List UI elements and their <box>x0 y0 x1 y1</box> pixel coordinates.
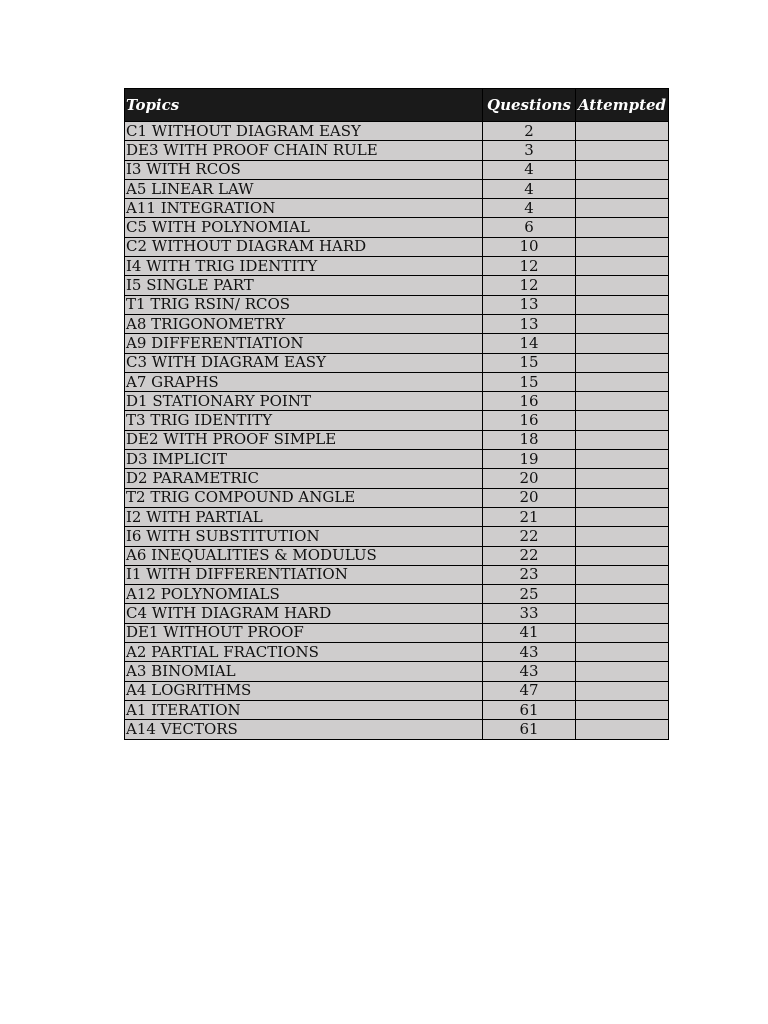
topic-cell: A3 BINOMIAL <box>125 662 483 681</box>
attempted-cell[interactable] <box>576 623 669 642</box>
topic-cell: A4 LOGRITHMS <box>125 681 483 700</box>
topic-cell: A6 INEQUALITIES & MODULUS <box>125 546 483 565</box>
header-questions: Questions <box>483 89 576 122</box>
header-topics: Topics <box>125 89 483 122</box>
questions-cell: 41 <box>483 623 576 642</box>
questions-cell: 23 <box>483 565 576 584</box>
table-row <box>125 179 669 198</box>
table-row <box>125 141 669 160</box>
topic-cell: A9 DIFFERENTIATION <box>125 334 483 353</box>
table-row <box>125 507 669 526</box>
table-row <box>125 314 669 333</box>
table-row <box>125 546 669 565</box>
table-row <box>125 450 669 469</box>
table-row <box>125 623 669 642</box>
table-row <box>125 334 669 353</box>
topic-cell: I6 WITH SUBSTITUTION <box>125 527 483 546</box>
topic-cell: DE3 WITH PROOF CHAIN RULE <box>125 141 483 160</box>
header-row <box>125 89 669 122</box>
questions-cell: 13 <box>483 314 576 333</box>
attempted-cell[interactable] <box>576 276 669 295</box>
topic-cell: C2 WITHOUT DIAGRAM HARD <box>125 237 483 256</box>
questions-cell: 6 <box>483 218 576 237</box>
topic-cell: D1 STATIONARY POINT <box>125 392 483 411</box>
attempted-cell[interactable] <box>576 662 669 681</box>
attempted-cell[interactable] <box>576 720 669 739</box>
table-row <box>125 237 669 256</box>
attempted-cell[interactable] <box>576 527 669 546</box>
table-row <box>125 720 669 739</box>
attempted-cell[interactable] <box>576 334 669 353</box>
questions-cell: 2 <box>483 122 576 141</box>
questions-cell: 4 <box>483 160 576 179</box>
topic-cell: I4 WITH TRIG IDENTITY <box>125 257 483 276</box>
attempted-cell[interactable] <box>576 507 669 526</box>
table-body <box>125 122 669 740</box>
attempted-cell[interactable] <box>576 546 669 565</box>
attempted-cell[interactable] <box>576 372 669 391</box>
table-row <box>125 295 669 314</box>
attempted-cell[interactable] <box>576 237 669 256</box>
table-row <box>125 469 669 488</box>
questions-cell: 20 <box>483 469 576 488</box>
questions-cell: 25 <box>483 585 576 604</box>
table-row <box>125 160 669 179</box>
attempted-cell[interactable] <box>576 353 669 372</box>
questions-cell: 15 <box>483 353 576 372</box>
questions-cell: 4 <box>483 179 576 198</box>
questions-cell: 3 <box>483 141 576 160</box>
topic-cell: T1 TRIG RSIN/ RCOS <box>125 295 483 314</box>
attempted-cell[interactable] <box>576 700 669 719</box>
table-row <box>125 257 669 276</box>
attempted-cell[interactable] <box>576 643 669 662</box>
topic-cell: C5 WITH POLYNOMIAL <box>125 218 483 237</box>
topic-cell: I3 WITH RCOS <box>125 160 483 179</box>
questions-cell: 22 <box>483 546 576 565</box>
topic-cell: A7 GRAPHS <box>125 372 483 391</box>
table-row <box>125 662 669 681</box>
attempted-cell[interactable] <box>576 604 669 623</box>
attempted-cell[interactable] <box>576 392 669 411</box>
header-attempted: Attempted <box>576 89 669 122</box>
attempted-cell[interactable] <box>576 681 669 700</box>
attempted-cell[interactable] <box>576 160 669 179</box>
questions-cell: 4 <box>483 199 576 218</box>
topic-cell: I1 WITH DIFFERENTIATION <box>125 565 483 584</box>
table-header <box>125 89 669 122</box>
table-row <box>125 527 669 546</box>
topic-cell: C4 WITH DIAGRAM HARD <box>125 604 483 623</box>
table-row <box>125 700 669 719</box>
questions-cell: 33 <box>483 604 576 623</box>
topic-cell: A1 ITERATION <box>125 700 483 719</box>
topic-cell: C1 WITHOUT DIAGRAM EASY <box>125 122 483 141</box>
questions-cell: 10 <box>483 237 576 256</box>
table-row <box>125 585 669 604</box>
attempted-cell[interactable] <box>576 469 669 488</box>
questions-cell: 43 <box>483 643 576 662</box>
questions-cell: 12 <box>483 257 576 276</box>
table-row <box>125 392 669 411</box>
topic-cell: T2 TRIG COMPOUND ANGLE <box>125 488 483 507</box>
attempted-cell[interactable] <box>576 218 669 237</box>
topic-cell: A12 POLYNOMIALS <box>125 585 483 604</box>
topic-cell: A14 VECTORS <box>125 720 483 739</box>
questions-cell: 61 <box>483 700 576 719</box>
questions-cell: 20 <box>483 488 576 507</box>
table-row <box>125 681 669 700</box>
attempted-cell[interactable] <box>576 141 669 160</box>
attempted-cell[interactable] <box>576 179 669 198</box>
table-row <box>125 488 669 507</box>
topic-cell: I5 SINGLE PART <box>125 276 483 295</box>
attempted-cell[interactable] <box>576 257 669 276</box>
attempted-cell[interactable] <box>576 565 669 584</box>
attempted-cell[interactable] <box>576 295 669 314</box>
topic-cell: D3 IMPLICIT <box>125 450 483 469</box>
questions-cell: 16 <box>483 392 576 411</box>
topic-cell: I2 WITH PARTIAL <box>125 507 483 526</box>
topic-cell: A8 TRIGONOMETRY <box>125 314 483 333</box>
table-row <box>125 122 669 141</box>
table-row <box>125 276 669 295</box>
topic-cell: A11 INTEGRATION <box>125 199 483 218</box>
questions-cell: 61 <box>483 720 576 739</box>
topic-cell: A5 LINEAR LAW <box>125 179 483 198</box>
questions-cell: 18 <box>483 430 576 449</box>
table-row <box>125 411 669 430</box>
topic-cell: C3 WITH DIAGRAM EASY <box>125 353 483 372</box>
table-row <box>125 565 669 584</box>
questions-cell: 43 <box>483 662 576 681</box>
topic-cell: DE1 WITHOUT PROOF <box>125 623 483 642</box>
topic-cell: D2 PARAMETRIC <box>125 469 483 488</box>
attempted-cell[interactable] <box>576 488 669 507</box>
questions-cell: 13 <box>483 295 576 314</box>
questions-cell: 47 <box>483 681 576 700</box>
table-row <box>125 353 669 372</box>
attempted-cell[interactable] <box>576 314 669 333</box>
questions-cell: 19 <box>483 450 576 469</box>
attempted-cell[interactable] <box>576 122 669 141</box>
attempted-cell[interactable] <box>576 430 669 449</box>
attempted-cell[interactable] <box>576 199 669 218</box>
topic-cell: A2 PARTIAL FRACTIONS <box>125 643 483 662</box>
attempted-cell[interactable] <box>576 450 669 469</box>
table-row <box>125 604 669 623</box>
table-row <box>125 199 669 218</box>
table-row <box>125 430 669 449</box>
questions-cell: 22 <box>483 527 576 546</box>
questions-cell: 21 <box>483 507 576 526</box>
questions-cell: 14 <box>483 334 576 353</box>
questions-cell: 16 <box>483 411 576 430</box>
attempted-cell[interactable] <box>576 585 669 604</box>
topic-cell: DE2 WITH PROOF SIMPLE <box>125 430 483 449</box>
questions-cell: 12 <box>483 276 576 295</box>
topics-table <box>124 88 669 740</box>
attempted-cell[interactable] <box>576 411 669 430</box>
table-row <box>125 372 669 391</box>
table-row <box>125 643 669 662</box>
questions-cell: 15 <box>483 372 576 391</box>
table-row <box>125 218 669 237</box>
topic-cell: T3 TRIG IDENTITY <box>125 411 483 430</box>
